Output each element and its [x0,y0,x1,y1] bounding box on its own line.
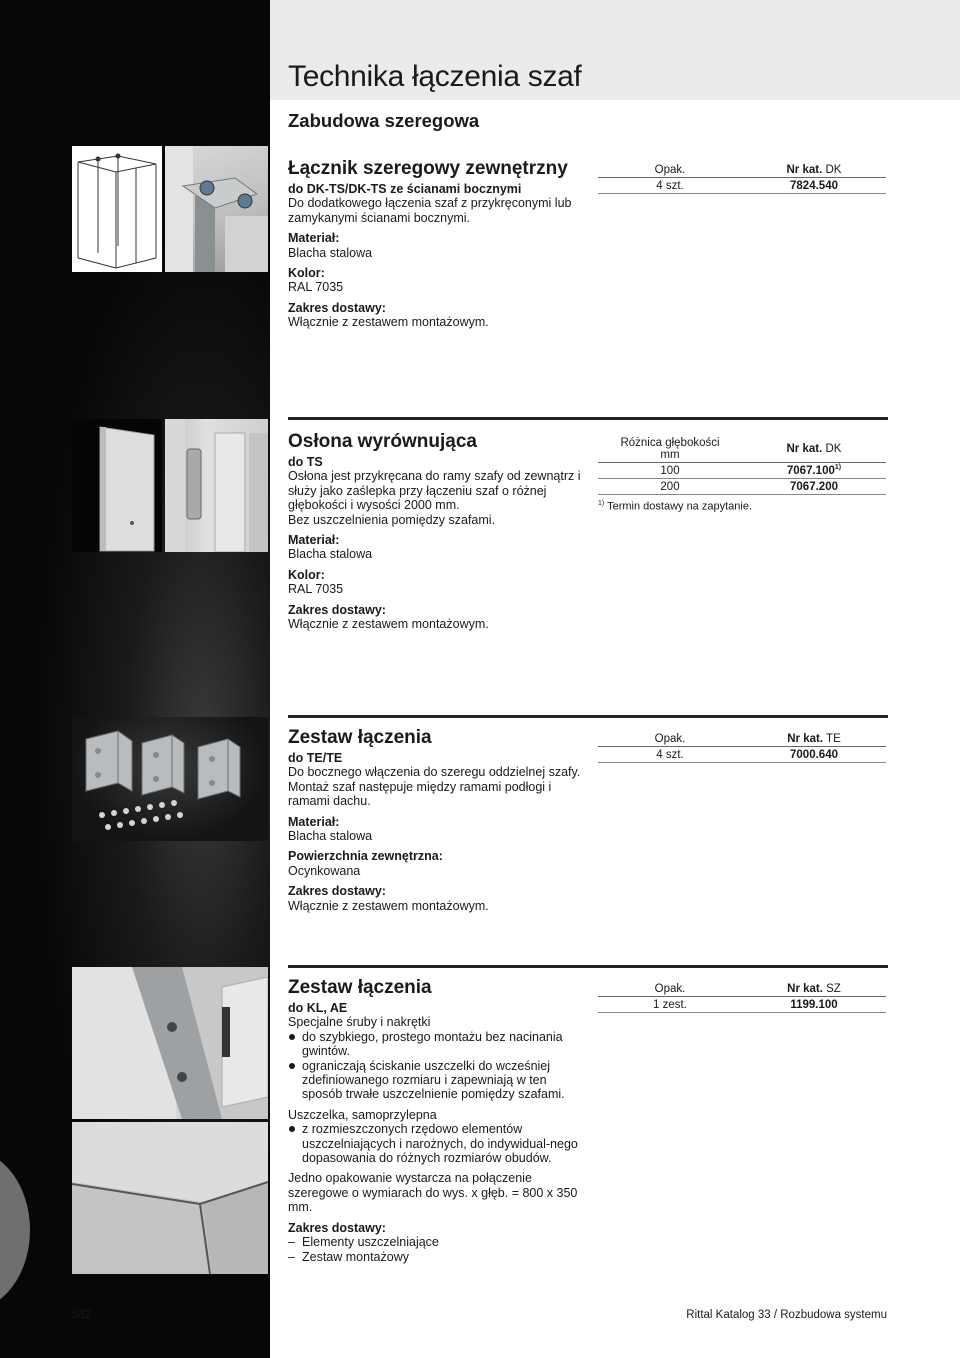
col-pack-header: Opak. [654,732,686,745]
surface-label: Powierzchnia zewnętrzna: [288,849,443,864]
table-row [598,178,886,194]
table-header [598,981,886,997]
col-catno-header: Nr kat. DK [786,442,842,455]
table-header [598,731,886,747]
supply-label: Zakres dostawy: [288,602,386,617]
section-separator [288,715,888,718]
hinge-icon [165,419,268,552]
catno-cell: 7067.100$^{1)}$ [786,464,842,477]
seal-mounting-photo [72,967,268,1119]
col-depth-header [598,437,742,461]
table-row [598,463,886,479]
page-number: 582 [72,1309,92,1321]
list-item: do szybkiego, prostego montażu bez nacinania gwintów. [288,1030,583,1059]
supply-value: Włącznie z zestawem montażowym. [288,898,489,913]
product-subtitle: do TE/TE [288,751,343,765]
color-label: Kolor: [288,567,325,582]
product-description: Osłona jest przykręcana do ramy szafy od zewnątrz i służy jako zaślepka przy łączeniu szaf o różnej głębokości i wysości 2000 mm. [288,469,581,513]
hinge-photo [165,419,268,552]
footnote: $^{1)}$ Termin dostawy na zapytanie. [598,500,753,513]
order-table-2 [598,435,886,495]
catno-cell: 1199.100 [790,998,838,1011]
color-value: RAL 7035 [288,280,344,295]
depth-cell: 200 [660,480,680,493]
table-row [598,479,886,495]
product-title: Zestaw łączenia [288,977,432,998]
depth-header-line2: mm [660,448,680,461]
product-title: Łącznik szeregowy zewnętrzny [288,158,568,179]
product-title: Zestaw łączenia [288,727,432,748]
col-catno-header: Nr kat. TE [787,732,841,745]
col-pack-header: Opak. [654,982,686,995]
col-catno-header: Nr kat. SZ [787,982,841,995]
table-row [598,997,886,1013]
bullet-list-2 [288,1122,583,1165]
supply-label: Zakres dostawy: [288,1220,386,1235]
color-label: Kolor: [288,266,325,281]
material-value: Blacha stalowa [288,245,373,260]
col-catno-header: Nr kat. DK [786,163,842,176]
product-subtitle: do KL, AE [288,1001,348,1015]
brackets-and-screws-icon [72,717,268,841]
supply-list [288,1235,583,1264]
product-connection-kit-kl [288,977,583,1264]
material-value: Blacha stalowa [288,547,373,562]
col-pack-header: Opak. [654,163,686,176]
product-description: Do dodatkowego łączenia szaf z przykręconymi lub zamykanymi ścianami bocznymi. [288,196,572,225]
product-description: Do bocznego włączenia do szeregu oddzielnej szafy. Montaż szaf następuje między ramami podłogi i ramami dachu. [288,765,581,809]
pack-note: Jedno opakowanie wystarcza na połączenie szeregowe o wymiarach do wys. x głęb. = 800 x 350 mm. [288,1171,578,1215]
depth-cell: 100 [660,464,680,477]
supply-label: Zakres dostawy: [288,884,386,899]
table-row [598,747,886,763]
catno-cell: 7000.640 [790,748,838,761]
product-connection-kit-te [288,727,588,913]
product-subtitle: do TS [288,455,323,469]
supply-label: Zakres dostawy: [288,300,386,315]
bullet-list-1 [288,1030,583,1102]
seal-corner-icon [72,1122,268,1274]
section-separator [288,417,888,420]
section-separator [288,965,888,968]
order-table-1 [598,162,886,194]
cover-panel-icon [72,419,162,552]
surface-value: Ocynkowana [288,863,361,878]
color-value: RAL 7035 [288,582,344,597]
cover-panel-photo [72,419,162,552]
page-title: Technika łączenia szaf [288,60,582,93]
product-intro-2: Uszczelka, samoprzylepna [288,1107,437,1122]
connector-photo [165,146,268,272]
cabinet-frame-drawing [72,146,162,272]
section-title: Zabudowa szeregowa [288,110,480,131]
material-label: Materiał: [288,814,340,829]
connection-kit-photo [72,717,268,841]
list-item: ograniczają ściskanie uszczelki do wcześniej zdefiniowanego rozmiaru i zapewniają w ten sposób trwałe uszczelnienie pomiędzy szafami. [288,1059,583,1102]
supply-value: Włącznie z zestawem montażowym. [288,315,489,330]
catno-cell: 7067.200 [790,480,838,493]
depth-header-line1: Różnica głębokości [620,436,720,449]
cabinet-frame-icon [72,146,162,272]
table-header [598,162,886,178]
supply-value: Włącznie z zestawem montażowym. [288,617,489,632]
seal-corner-photo [72,1122,268,1274]
catalog-name: Rittal Katalog 33 / Rozbudowa systemu [686,1309,887,1321]
left-panel-curve [0,1150,30,1310]
product-connector-external [288,158,588,330]
order-table-4 [598,981,886,1013]
material-value: Blacha stalowa [288,829,373,844]
product-intro: Specjalne śruby i nakrętki [288,1015,431,1030]
order-table-3 [598,731,886,763]
list-item: z rozmieszczonych rzędowo elementów uszczelniających i narożnych, do indywidual-nego dopasowania do różnych rozmiarów obudów. [288,1122,583,1165]
pack-cell: 4 szt. [656,179,684,192]
catno-cell: 7824.540 [790,179,838,192]
material-label: Materiał: [288,533,340,548]
list-item: – Elementy uszczelniające [288,1235,583,1249]
pack-cell: 1 zest. [653,998,687,1011]
product-subtitle: do DK-TS/DK-TS ze ścianami bocznymi [288,182,522,196]
product-description-2: Bez uszczelnienia pomiędzy szafami. [288,512,496,527]
product-title: Osłona wyrównująca [288,431,477,452]
pack-cell: 4 szt. [656,748,684,761]
table-header [598,435,886,463]
connector-bracket-icon [165,146,268,272]
product-cover-panel [288,431,588,631]
list-item: – Zestaw montażowy [288,1250,583,1264]
material-label: Materiał: [288,231,340,246]
seal-screws-icon [72,967,268,1119]
